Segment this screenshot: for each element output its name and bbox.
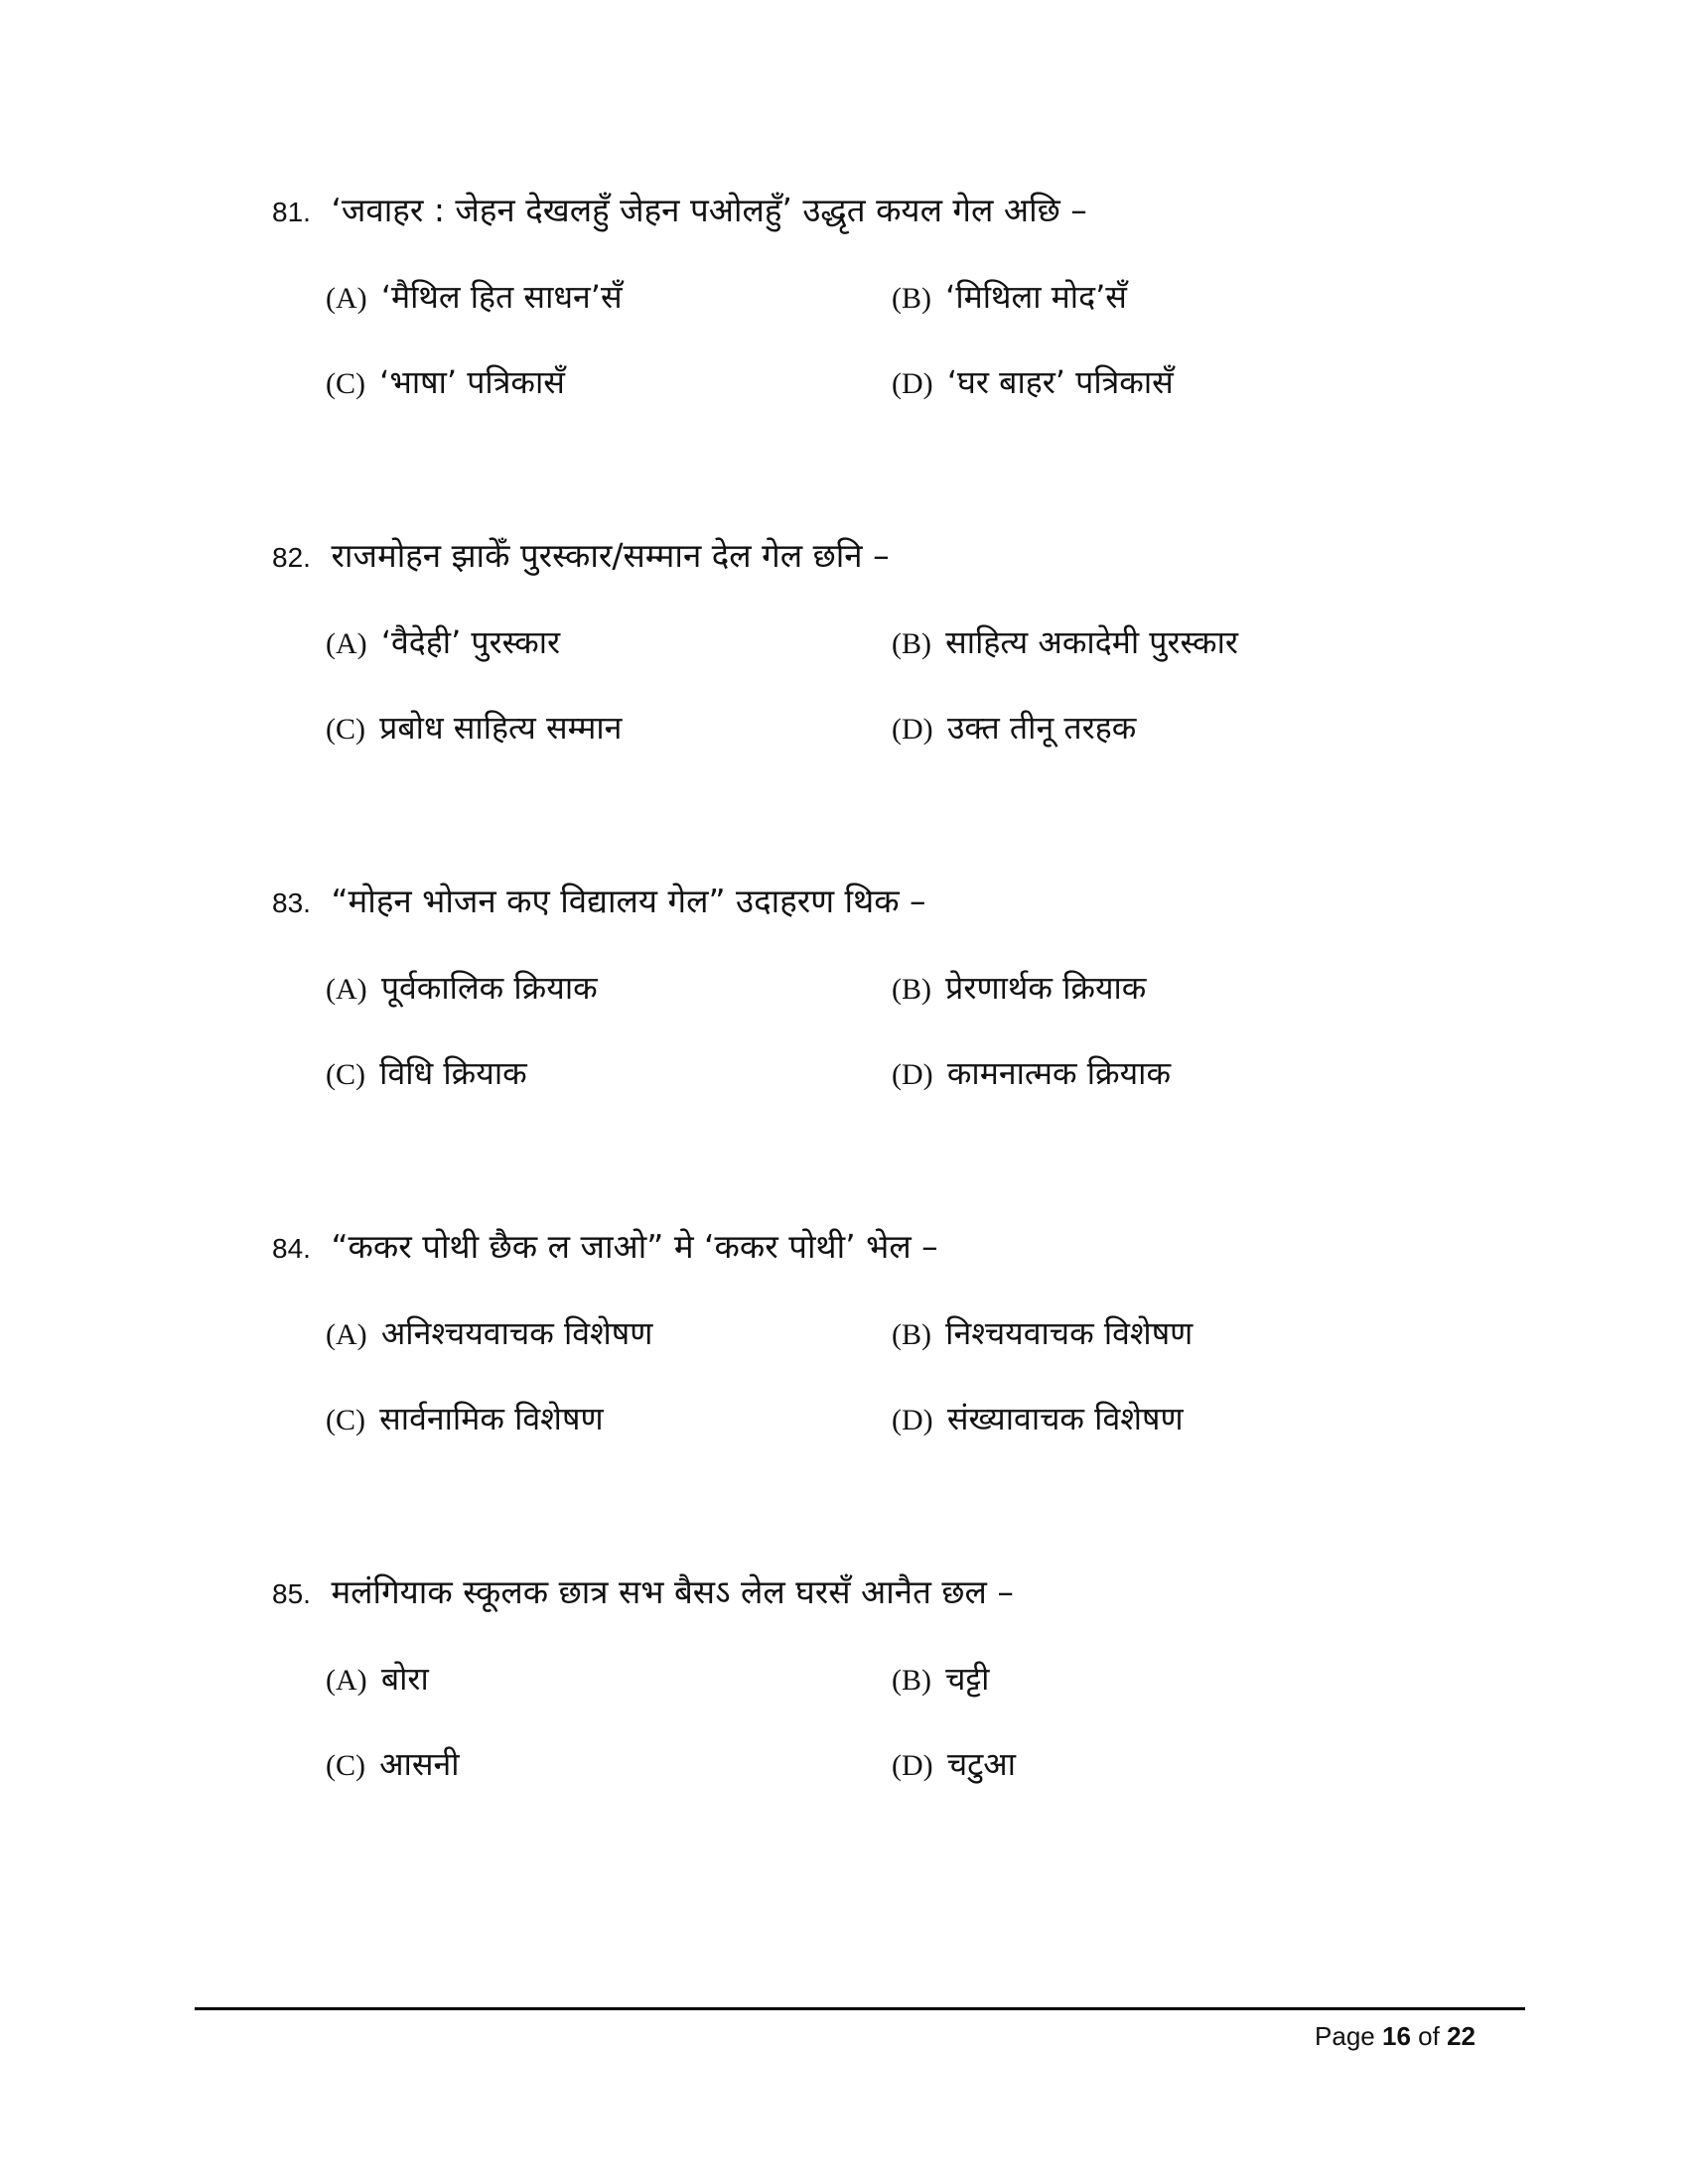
option-letter: (C) [326,1404,365,1436]
option-letter: (B) [892,282,931,315]
option-text: उक्त तीनू तरहक [946,709,1137,747]
option-text: प्रेरणार्थक क्रियाक [945,969,1147,1007]
option-d [892,1051,1171,1097]
option-text: ‘घर बाहर’ पत्रिकासँ [946,363,1174,401]
option-a [326,966,598,1012]
option-b [892,966,1146,1012]
option-c [326,1051,527,1097]
option-a [326,1657,429,1703]
option-text: ‘मैथिल हित साधन’सँ [380,278,623,316]
option-b [892,275,1127,321]
page-number-footer [1315,2019,1476,2053]
current-page-number: 16 [1382,2021,1411,2051]
option-d [892,706,1136,751]
footer-divider [195,2007,1525,2010]
option-text: ‘भाषा’ पत्रिकासँ [379,363,565,401]
question-text: ‘जवाहर : जेहन देखलहुँ जेहन पओलहुँ’ उद्धृत कयल गेल अछि – [331,191,1087,229]
option-text: विधि क्रियाक [379,1054,527,1092]
option-text: अनिश्चयवाचक विशेषण [380,1314,653,1352]
option-text: निश्चयवाचक विशेषण [945,1314,1194,1352]
option-letter: (C) [326,367,365,400]
option-letter: (D) [892,1058,933,1091]
option-text: चट्टी [945,1660,990,1698]
option-a [326,275,623,321]
option-text: पूर्वकालिक क्रियाक [380,969,598,1007]
option-d [892,1397,1184,1442]
question-text: “ककर पोथी छैक ल जाओ” मे ‘ककर पोथी’ भेल – [331,1227,938,1266]
option-d [892,1742,1016,1788]
option-text: संख्यावाचक विशेषण [946,1400,1184,1437]
option-letter: (C) [326,1058,365,1091]
option-c [326,1742,460,1788]
question-stem [272,534,890,580]
option-text: कामनात्मक क्रियाक [946,1054,1172,1092]
option-text: प्रबोध साहित्य सम्मान [379,709,623,747]
option-text: ‘मिथिला मोद’सँ [945,278,1127,316]
question-stem [272,189,1087,234]
option-letter: (A) [326,1664,367,1697]
page-label: Page [1315,2021,1375,2051]
option-letter: (B) [892,627,931,660]
question-number: 85. [272,1578,311,1609]
of-label: of [1418,2021,1440,2051]
option-letter: (B) [892,1664,931,1697]
option-b [892,620,1238,666]
question-number: 84. [272,1233,311,1264]
option-c [326,706,622,751]
option-d [892,360,1174,406]
question-text: राजमोहन झाकेँ पुरस्कार/सम्मान देल गेल छनि – [331,536,890,575]
option-letter: (A) [326,627,367,660]
option-letter: (A) [326,282,367,315]
total-pages-number: 22 [1447,2021,1476,2051]
option-c [326,360,565,406]
option-text: साहित्य अकादेमी पुरस्कार [945,623,1238,661]
question-stem [272,1570,1014,1616]
option-letter: (A) [326,973,367,1006]
option-letter: (D) [892,1749,933,1782]
question-number: 83. [272,887,311,918]
option-text: सार्वनामिक विशेषण [379,1400,604,1437]
option-c [326,1397,604,1442]
option-letter: (B) [892,973,931,1006]
option-text: आसनी [379,1745,460,1783]
option-text: बोरा [380,1660,429,1698]
option-a [326,1311,652,1357]
option-a [326,620,560,666]
option-text: ‘वैदेही’ पुरस्कार [380,623,561,661]
option-letter: (D) [892,1404,933,1436]
question-stem [272,1225,938,1271]
option-b [892,1311,1193,1357]
question-number: 81. [272,197,311,227]
option-b [892,1657,989,1703]
option-letter: (C) [326,1749,365,1782]
option-letter: (D) [892,367,933,400]
option-text: चटुआ [946,1745,1016,1783]
option-letter: (A) [326,1318,367,1351]
question-text: मलंगियाक स्कूलक छात्र सभ बैसऽ लेल घरसँ आनैत छल – [331,1572,1014,1611]
question-text: “मोहन भोजन कए विद्यालय गेल” उदाहरण थिक – [331,882,926,920]
question-number: 82. [272,542,311,573]
option-letter: (C) [326,713,365,746]
option-letter: (B) [892,1318,931,1351]
option-letter: (D) [892,713,933,746]
question-stem [272,880,926,925]
